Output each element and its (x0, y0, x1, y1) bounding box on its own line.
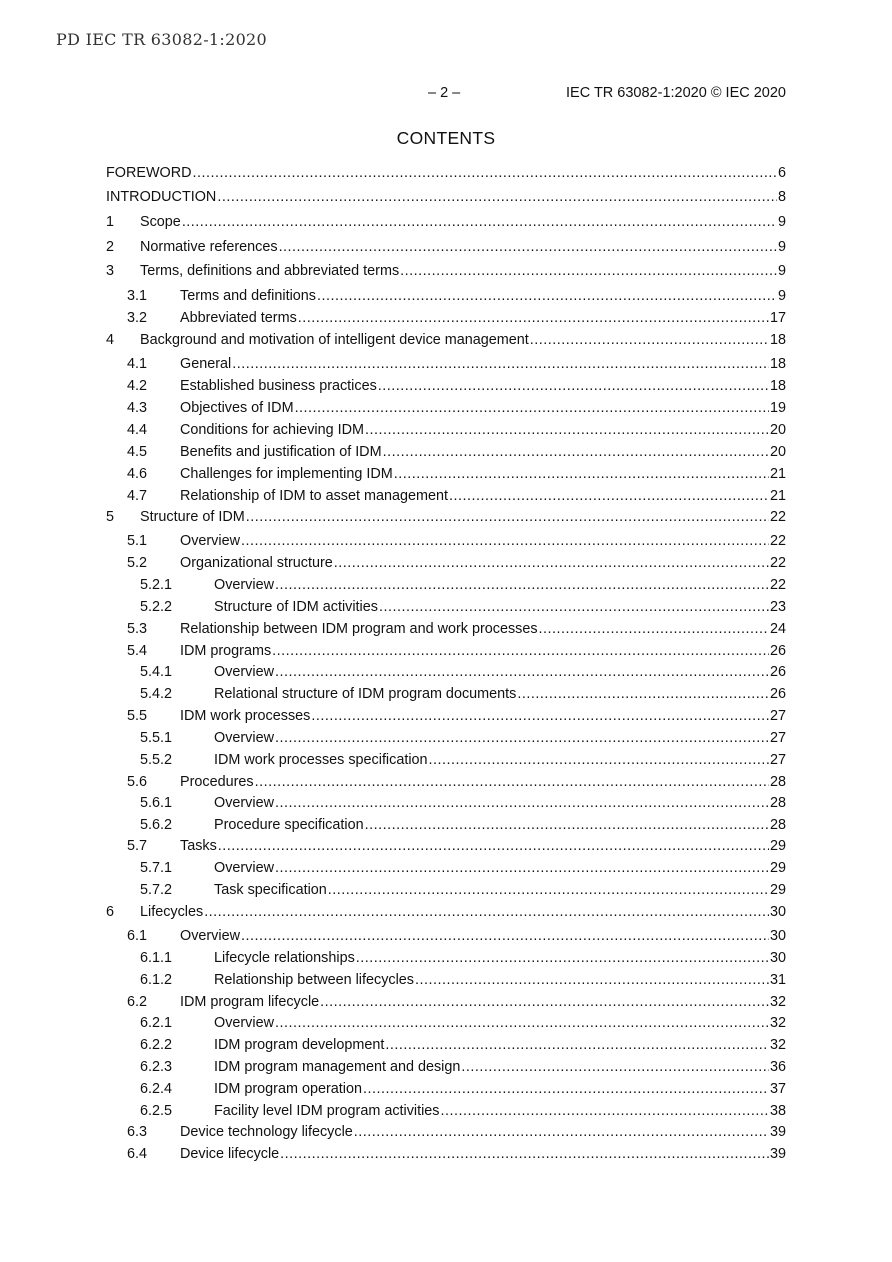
toc-entry-page: 32 (769, 1015, 786, 1031)
toc-entry[interactable] (106, 286, 786, 306)
toc-entry-title: Terms and definitions (180, 288, 316, 304)
toc-entry-number: 6.2.5 (140, 1103, 173, 1119)
dot-leader (204, 902, 769, 922)
toc-entry-page: 19 (769, 400, 786, 416)
toc-entry-number: 6.4 (127, 1146, 148, 1162)
toc-entry-title: Relational structure of IDM program documents (214, 686, 517, 702)
toc-entry-title: Tasks (180, 838, 217, 854)
toc-entry-number: 6.2 (127, 994, 148, 1010)
toc-entry-number: 4.2 (127, 378, 148, 394)
toc-entry-title: Procedures (180, 774, 254, 790)
toc-entry-number: 5.5.1 (140, 730, 173, 746)
toc-entry-page: 18 (769, 356, 786, 372)
toc-entry[interactable] (106, 992, 786, 1012)
dot-leader (363, 1079, 769, 1099)
toc-entry-title: General (180, 356, 232, 372)
toc-entry-page: 26 (769, 686, 786, 702)
toc-entry-page: 29 (769, 838, 786, 854)
toc-entry-number: 3.2 (127, 310, 148, 326)
toc-entry-number: 6.1 (127, 928, 148, 944)
dot-leader (182, 212, 777, 232)
toc-entry-number: 5.4.1 (140, 664, 173, 680)
toc-entry[interactable] (106, 486, 786, 506)
toc-entry-title: Overview (214, 730, 274, 746)
toc-entry-page: 6 (777, 165, 786, 181)
toc-entry-number: 6.2.3 (140, 1059, 173, 1075)
toc-entry-title: Relationship of IDM to asset management (180, 488, 448, 504)
toc-entry-title: Abbreviated terms (180, 310, 297, 326)
toc-entry-title: Device technology lifecycle (180, 1124, 353, 1140)
toc-entry[interactable] (106, 880, 786, 900)
toc-entry-number: 5.5.2 (140, 752, 173, 768)
toc-entry-title: Conditions for achieving IDM (180, 422, 364, 438)
dot-leader (530, 330, 769, 350)
toc-entry[interactable] (106, 706, 786, 726)
toc-entry[interactable] (106, 619, 786, 639)
document-reference: IEC TR 63082-1:2020 © IEC 2020 (566, 85, 786, 101)
toc-entry-page: 29 (769, 860, 786, 876)
dot-leader (365, 420, 769, 440)
dot-leader (272, 641, 769, 661)
dot-leader (275, 662, 769, 682)
dot-leader (217, 187, 777, 207)
toc-entry-title: Overview (180, 533, 240, 549)
toc-entry-number: 5.2.1 (140, 577, 173, 593)
toc-entry-page: 31 (769, 972, 786, 988)
toc-entry-title: Device lifecycle (180, 1146, 280, 1162)
dot-leader (354, 1122, 769, 1142)
toc-entry[interactable] (106, 948, 786, 968)
toc-entry-title: IDM program management and design (214, 1059, 461, 1075)
dot-leader (280, 1144, 769, 1164)
toc-entry-number: 4.3 (127, 400, 148, 416)
toc-entry-page: 27 (769, 752, 786, 768)
toc-entry[interactable] (106, 376, 786, 396)
toc-entry-number: 5.3 (127, 621, 148, 637)
dot-leader (279, 237, 777, 257)
dot-leader (441, 1101, 769, 1121)
toc-entry-page: 30 (769, 904, 786, 920)
toc-entry[interactable] (106, 858, 786, 878)
toc-entry[interactable] (106, 1013, 786, 1033)
toc-entry-number: 3 (106, 263, 115, 279)
toc-entry-title: Overview (214, 1015, 274, 1031)
toc-entry[interactable] (106, 308, 786, 328)
dot-leader (383, 442, 769, 462)
toc-entry-title: Organizational structure (180, 555, 333, 571)
dot-leader (356, 948, 769, 968)
toc-entry-number: 6.2.4 (140, 1081, 173, 1097)
toc-entry[interactable] (106, 641, 786, 661)
toc-entry[interactable] (106, 237, 786, 257)
toc-entry-page: 18 (769, 332, 786, 348)
toc-entry[interactable] (106, 553, 786, 573)
toc-entry[interactable] (106, 662, 786, 682)
toc-entry-page: 23 (769, 599, 786, 615)
toc-entry-title: Challenges for implementing IDM (180, 466, 393, 482)
toc-entry-page: 27 (769, 708, 786, 724)
toc-entry-page: 28 (769, 817, 786, 833)
toc-entry[interactable] (106, 442, 786, 462)
toc-entry-title: Overview (214, 795, 274, 811)
toc-entry-page: 20 (769, 444, 786, 460)
toc-entry[interactable] (106, 1144, 786, 1164)
dot-leader (275, 728, 769, 748)
toc-entry-title: Relationship between IDM program and work processes (180, 621, 538, 637)
dot-leader (275, 793, 769, 813)
toc-entry-number: 5.4.2 (140, 686, 173, 702)
toc-entry-page: 39 (769, 1124, 786, 1140)
dot-leader (461, 1057, 769, 1077)
toc-entry-number: 5.6.1 (140, 795, 173, 811)
dot-leader (365, 815, 769, 835)
toc-entry-number: 6.1.2 (140, 972, 173, 988)
toc-entry[interactable] (106, 793, 786, 813)
toc-entry-page: 18 (769, 378, 786, 394)
toc-entry[interactable] (106, 1101, 786, 1121)
toc-entry-title: FOREWORD (106, 165, 192, 181)
toc-entry[interactable] (106, 728, 786, 748)
toc-entry-number: 1 (106, 214, 115, 230)
toc-entry-number: 5.6 (127, 774, 148, 790)
dot-leader (295, 398, 769, 418)
dot-leader (334, 553, 769, 573)
toc-entry-title: IDM programs (180, 643, 272, 659)
toc-entry-title: INTRODUCTION (106, 189, 217, 205)
toc-entry-number: 6.2.2 (140, 1037, 173, 1053)
toc-entry-title: Overview (214, 577, 274, 593)
toc-entry[interactable] (106, 1057, 786, 1077)
toc-entry-number: 5.2.2 (140, 599, 173, 615)
toc-entry-page: 21 (769, 466, 786, 482)
toc-entry[interactable] (106, 926, 786, 946)
toc-entry[interactable] (106, 750, 786, 770)
toc-entry-number: 6.3 (127, 1124, 148, 1140)
toc-entry[interactable] (106, 212, 786, 232)
toc-entry-title: IDM program lifecycle (180, 994, 320, 1010)
toc-entry[interactable] (106, 684, 786, 704)
toc-entry-page: 26 (769, 643, 786, 659)
toc-entry-page: 9 (777, 214, 786, 230)
toc-entry-page: 9 (777, 239, 786, 255)
toc-entry-title: Terms, definitions and abbreviated terms (140, 263, 400, 279)
toc-entry-page: 37 (769, 1081, 786, 1097)
toc-entry-page: 30 (769, 950, 786, 966)
toc-entry-title: Structure of IDM activities (214, 599, 378, 615)
toc-entry-number: 5.2 (127, 555, 148, 571)
toc-entry-page: 36 (769, 1059, 786, 1075)
toc-entry[interactable] (106, 420, 786, 440)
toc-entry-title: IDM work processes (180, 708, 311, 724)
dot-leader (320, 992, 769, 1012)
toc-entry-title: Objectives of IDM (180, 400, 294, 416)
dot-leader (241, 926, 769, 946)
toc-entry-page: 8 (777, 189, 786, 205)
dot-leader (298, 308, 769, 328)
toc-entry-page: 39 (769, 1146, 786, 1162)
toc-entry[interactable] (106, 163, 786, 183)
toc-entry-page: 24 (769, 621, 786, 637)
toc-entry-title: Structure of IDM (140, 509, 245, 525)
toc-entry[interactable] (106, 836, 786, 856)
dot-leader (379, 597, 769, 617)
dot-leader (232, 354, 769, 374)
toc-entry-number: 4 (106, 332, 115, 348)
toc-entry-number: 4.4 (127, 422, 148, 438)
toc-entry-page: 38 (769, 1103, 786, 1119)
toc-entry-page: 9 (777, 288, 786, 304)
toc-entry-number: 5.4 (127, 643, 148, 659)
toc-entry-page: 22 (769, 577, 786, 593)
toc-entry[interactable] (106, 575, 786, 595)
dot-leader (275, 575, 769, 595)
dot-leader (311, 706, 769, 726)
dot-leader (193, 163, 777, 183)
toc-entry-number: 6.2.1 (140, 1015, 173, 1031)
toc-entry-page: 29 (769, 882, 786, 898)
toc-entry-page: 28 (769, 795, 786, 811)
toc-entry-title: Established business practices (180, 378, 377, 394)
toc-entry[interactable] (106, 261, 786, 281)
toc-entry-number: 6 (106, 904, 115, 920)
toc-entry-number: 6.1.1 (140, 950, 173, 966)
toc-entry-page: 28 (769, 774, 786, 790)
toc-entry-title: Facility level IDM program activities (214, 1103, 440, 1119)
toc-entry-title: Relationship between lifecycles (214, 972, 414, 988)
toc-entry[interactable] (106, 1122, 786, 1142)
dot-leader (449, 486, 769, 506)
toc-entry[interactable] (106, 187, 786, 207)
toc-entry-title: Benefits and justification of IDM (180, 444, 382, 460)
toc-entry-title: Task specification (214, 882, 327, 898)
toc-entry-title: Normative references (140, 239, 278, 255)
toc-entry[interactable] (106, 330, 786, 350)
toc-entry-page: 22 (769, 555, 786, 571)
dot-leader (385, 1035, 769, 1055)
toc-entry[interactable] (106, 815, 786, 835)
toc-entry-title: Background and motivation of intelligent device management (140, 332, 529, 348)
dot-leader (275, 1013, 769, 1033)
dot-leader (378, 376, 769, 396)
dot-leader (400, 261, 777, 281)
toc-entry-number: 5.7.1 (140, 860, 173, 876)
toc-entry[interactable] (106, 354, 786, 374)
toc-entry-title: Lifecycles (140, 904, 204, 920)
dot-leader (328, 880, 769, 900)
dot-leader (517, 684, 769, 704)
toc-entry-page: 30 (769, 928, 786, 944)
toc-entry-number: 5.7.2 (140, 882, 173, 898)
toc-entry-page: 32 (769, 1037, 786, 1053)
dot-leader (241, 531, 769, 551)
toc-entry-page: 9 (777, 263, 786, 279)
toc-entry[interactable] (106, 1079, 786, 1099)
toc-entry[interactable] (106, 464, 786, 484)
toc-entry-page: 17 (769, 310, 786, 326)
toc-entry-page: 22 (769, 533, 786, 549)
contents-title: CONTENTS (396, 128, 496, 148)
toc-entry-number: 5 (106, 509, 115, 525)
toc-entry[interactable] (106, 507, 786, 527)
dot-leader (317, 286, 777, 306)
toc-entry-title: Scope (140, 214, 181, 230)
toc-entry[interactable] (106, 398, 786, 418)
toc-entry-page: 26 (769, 664, 786, 680)
page-header (106, 85, 786, 105)
toc-entry-title: IDM program development (214, 1037, 385, 1053)
toc-entry-page: 21 (769, 488, 786, 504)
toc-entry-number: 5.5 (127, 708, 148, 724)
dot-leader (246, 507, 769, 527)
toc-entry-number: 3.1 (127, 288, 148, 304)
toc-entry-title: Overview (214, 860, 274, 876)
toc-entry-title: Overview (214, 664, 274, 680)
toc-entry-number: 4.5 (127, 444, 148, 460)
toc-entry-number: 5.7 (127, 838, 148, 854)
dot-leader (429, 750, 769, 770)
toc-entry-title: Procedure specification (214, 817, 364, 833)
toc-entry[interactable] (106, 531, 786, 551)
toc-entry-page: 20 (769, 422, 786, 438)
toc-entry[interactable] (106, 1035, 786, 1055)
toc-entry-title: Overview (180, 928, 240, 944)
toc-entry-number: 5.1 (127, 533, 148, 549)
toc-entry-title: Lifecycle relationships (214, 950, 355, 966)
dot-leader (394, 464, 769, 484)
dot-leader (539, 619, 769, 639)
toc-entry[interactable] (106, 970, 786, 990)
toc-entry-number: 2 (106, 239, 115, 255)
dot-leader (255, 772, 769, 792)
toc-entry-title: IDM program operation (214, 1081, 362, 1097)
document-id: PD IEC TR 63082-1:2020 (56, 30, 268, 49)
toc-entry-number: 4.1 (127, 356, 148, 372)
toc-entry[interactable] (106, 902, 786, 922)
toc-entry[interactable] (106, 597, 786, 617)
toc-entry-page: 22 (769, 509, 786, 525)
dot-leader (275, 858, 769, 878)
page-number: – 2 – (428, 85, 461, 101)
dot-leader (415, 970, 769, 990)
toc-entry-number: 5.6.2 (140, 817, 173, 833)
toc-entry[interactable] (106, 772, 786, 792)
toc-entry-title: IDM work processes specification (214, 752, 428, 768)
toc-entry-page: 27 (769, 730, 786, 746)
toc-entry-page: 32 (769, 994, 786, 1010)
toc-entry-number: 4.6 (127, 466, 148, 482)
toc-entry-number: 4.7 (127, 488, 148, 504)
dot-leader (218, 836, 769, 856)
